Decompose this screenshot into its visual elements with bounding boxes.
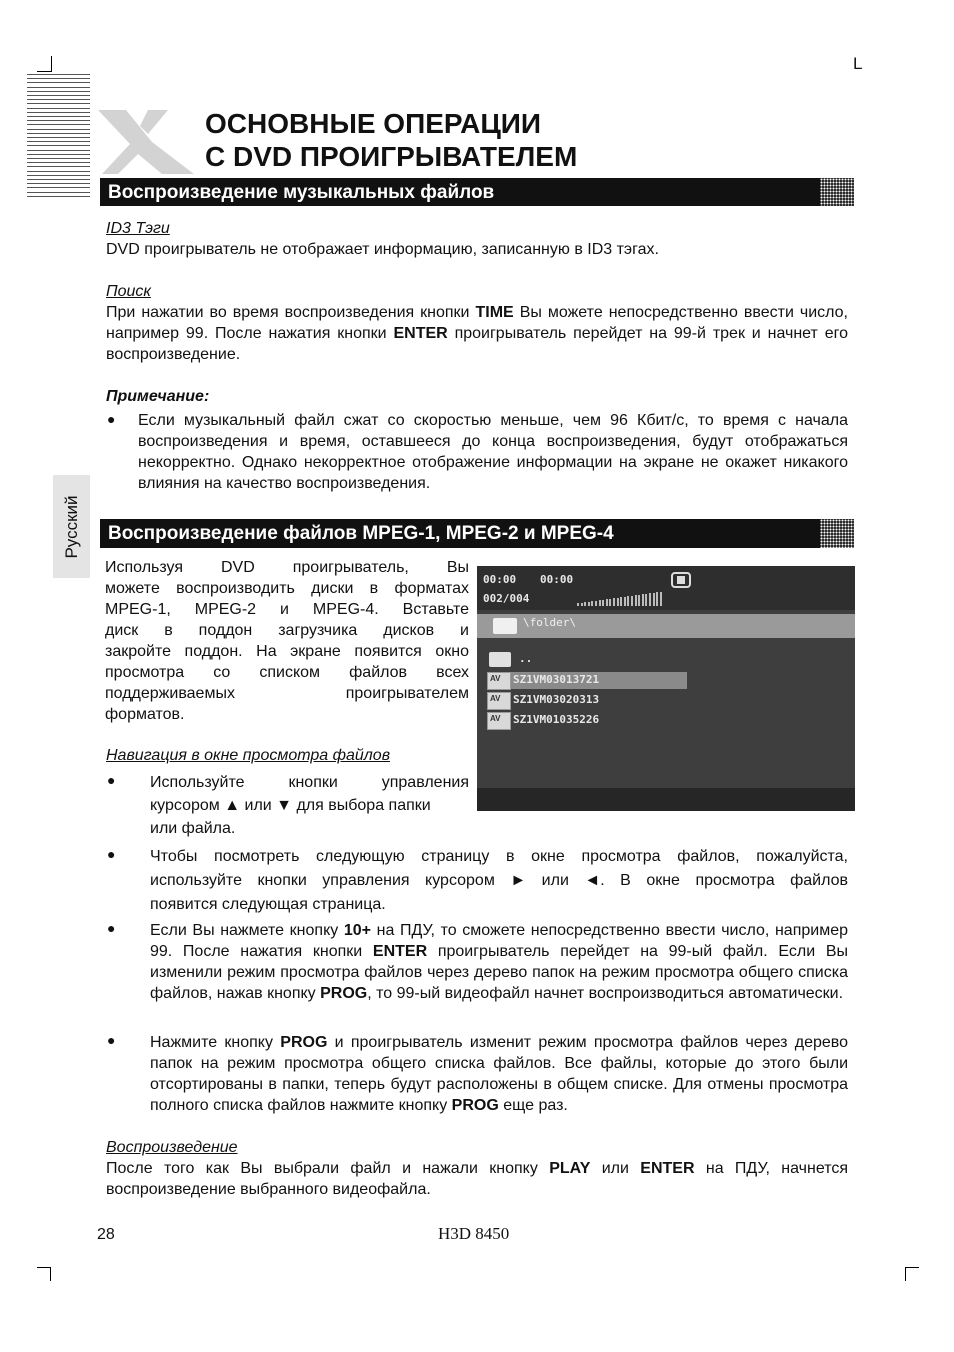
- text-part: Нажмите кнопку: [150, 1034, 281, 1051]
- level-bar: [638, 595, 640, 607]
- stripe-line: [27, 91, 90, 92]
- stripe-line: [27, 116, 90, 117]
- level-meter: [577, 590, 667, 606]
- level-bar: [577, 603, 579, 606]
- video-file-icon: [487, 712, 511, 730]
- stripe-line: [27, 74, 90, 75]
- nav-bullet-2-line-3: появится следующая страница.: [150, 896, 386, 913]
- stripe-line: [27, 145, 90, 146]
- level-bar: [660, 592, 662, 607]
- stripe-line: [27, 175, 90, 176]
- level-bar: [649, 593, 651, 606]
- arrow-right-icon: ►: [510, 872, 527, 889]
- search-heading: Поиск: [106, 283, 151, 300]
- stripe-line: [27, 158, 90, 159]
- stripe-line: [27, 124, 90, 125]
- intro-line: можете воспроизводить диски в форматах: [105, 580, 469, 597]
- level-bar: [581, 603, 583, 607]
- language-tab-label: Русский: [61, 494, 81, 559]
- key-10plus: 10+: [343, 922, 372, 939]
- section-header-mpeg: [100, 519, 854, 548]
- text-part: или: [526, 872, 585, 889]
- file-name[interactable]: SZ1VM03013721: [513, 673, 600, 686]
- screen-bottom-bar: [477, 788, 855, 811]
- text-part: или: [590, 1160, 641, 1177]
- intro-line: закройте поддон. На экране появится окно: [105, 643, 469, 660]
- stripe-line: [27, 120, 90, 121]
- crop-mark-bottom-left-v: [50, 1267, 51, 1281]
- intro-last-line: форматов.: [105, 706, 185, 723]
- intro-lines: [105, 557, 469, 704]
- text-part: на ПДУ, то сможете непосредственно ввести число, например 99. После нажатия кнопки: [150, 922, 848, 960]
- stripe-line: [27, 112, 90, 113]
- text-part: После того как Вы выбрали файл и нажали кнопку: [106, 1160, 550, 1177]
- section-header-music: [100, 178, 854, 206]
- stripe-line: [27, 133, 90, 134]
- arrow-up-icon: ▲: [224, 797, 241, 814]
- crop-mark-bottom-left: [37, 1267, 51, 1268]
- bullet-dot: ●: [107, 772, 116, 788]
- stop-icon: [671, 572, 691, 588]
- stripe-line: [27, 95, 90, 96]
- level-bar: [584, 602, 586, 606]
- nav-bullet-1: [150, 771, 469, 840]
- id3-text: DVD проигрыватель не отображает информацию, записанную в ID3 тэгах.: [106, 241, 659, 258]
- time-key: TIME: [475, 304, 514, 321]
- level-bar: [588, 602, 590, 607]
- nav-bullet-4: [150, 1032, 848, 1116]
- stripe-line: [27, 166, 90, 167]
- text-part: , то 99-ый видеофайл начнет воспроизводиться автоматически.: [367, 985, 844, 1002]
- level-bar: [617, 598, 619, 607]
- title-line-2: С DVD ПРОИГРЫВАТЕЛЕМ: [205, 141, 578, 172]
- text-part: проигрыватель перейдет на 99-ый файл. Если Вы изменили режим просмотра файлов через дерево папок на режим просмотра общего списка файлов, нажав кнопку: [150, 943, 848, 1002]
- screen-file-counter: 002/004: [483, 592, 530, 605]
- intro-line: просмотра со списком файлов всех: [105, 664, 469, 681]
- mpeg-intro: [105, 557, 469, 725]
- stripe-line: [27, 141, 90, 142]
- corner-mark-top-right: L: [853, 54, 863, 73]
- nav-bullet-2: [150, 845, 848, 917]
- bullet-dot: ●: [107, 920, 116, 936]
- id3-heading: ID3 Тэги: [106, 220, 170, 237]
- crop-mark-bottom-right-v: [905, 1267, 906, 1281]
- text-part: используйте кнопки управления курсором: [150, 872, 511, 889]
- file-name[interactable]: SZ1VM01035226: [513, 713, 600, 726]
- level-bar: [602, 600, 604, 607]
- screen-time-total: 00:00: [540, 573, 574, 586]
- bullet-dot: ●: [107, 411, 116, 427]
- level-bar: [624, 597, 626, 607]
- bullet-dot: ●: [107, 846, 116, 862]
- text-part: и проигрыватель изменит режим просмотра файлов через дерево папок на режим просмотра общего списка файлов. Все файлы, которые до этого были отсортированы в папки, теперь будут расположены в общем списке. Для отмены просмотра полного списка файлов нажмите кнопку: [150, 1034, 849, 1114]
- section-dots-decoration: [820, 519, 854, 548]
- nav-heading: Навигация в окне просмотра файлов: [106, 747, 391, 764]
- level-bar: [656, 592, 658, 606]
- stripe-line: [27, 171, 90, 172]
- nav-bullet-2-line-1: Чтобы посмотреть следующую страницу в окне просмотра файлов, пожалуйста,: [150, 848, 848, 865]
- folder-label: \folder\: [523, 616, 576, 629]
- stripe-line: [27, 82, 90, 83]
- crop-mark-top-left: [51, 56, 52, 72]
- stripe-line: [27, 137, 90, 138]
- level-bar: [635, 595, 637, 606]
- search-text-part: При нажатии во время воспроизведения кнопки: [106, 304, 476, 321]
- bullet-dot: ●: [107, 1032, 116, 1048]
- file-name[interactable]: SZ1VM03020313: [513, 693, 600, 706]
- model-name: H3D 8450: [438, 1224, 510, 1243]
- video-file-icon-label: AV: [490, 694, 501, 703]
- play-key: PLAY: [549, 1160, 591, 1177]
- x-logo-icon: [96, 108, 196, 176]
- prog-key: PROG: [320, 985, 368, 1002]
- nav-bullet-3: [150, 920, 848, 1004]
- folder-icon: [493, 618, 517, 634]
- level-bar: [631, 596, 633, 607]
- crop-mark-top-left-h: [37, 71, 52, 72]
- stripe-line: [27, 154, 90, 155]
- level-bar: [595, 601, 597, 607]
- video-file-icon-label: AV: [490, 714, 501, 723]
- section-dots-decoration: [820, 178, 854, 206]
- stripe-line: [27, 187, 90, 188]
- file-browser-screen: [477, 566, 855, 811]
- level-bar: [591, 601, 593, 606]
- stripe-line: [27, 78, 90, 79]
- title-line-1: ОСНОВНЫЕ ОПЕРАЦИИ: [205, 108, 542, 139]
- stripe-line: [27, 162, 90, 163]
- intro-line: поддерживаемых проигрывателем: [105, 685, 469, 702]
- stripe-line: [27, 196, 90, 197]
- section-title-mpeg: Воспроизведение файлов MPEG-1, MPEG-2 и MPEG-4: [108, 523, 614, 544]
- prog-key: PROG: [451, 1097, 499, 1114]
- up-folder-label: ..: [519, 652, 533, 665]
- enter-key: ENTER: [640, 1160, 695, 1177]
- level-bar: [627, 596, 629, 606]
- intro-line: MPEG-1, MPEG-2 и MPEG-4. Вставьте: [105, 601, 469, 618]
- level-bar: [599, 600, 601, 606]
- level-bar: [609, 599, 611, 607]
- text-part: Если Вы нажмете кнопку: [150, 922, 344, 939]
- video-file-icon-label: AV: [490, 674, 501, 683]
- stripe-line: [27, 150, 90, 151]
- note-bullet-text: Если музыкальный файл сжат со скоростью меньше, чем 96 Кбит/с, то время с начала воспроизведения и время, оставшееся до конца воспроизведения, будут отображаться некорректно. Однако некорректное отображение информации на экране не окажет никакого влияния на качество воспроизведения.: [138, 412, 848, 492]
- stripe-line: [27, 103, 90, 104]
- stripe-line: [27, 192, 90, 193]
- stripe-line: [27, 183, 90, 184]
- stripe-line: [27, 99, 90, 100]
- stripe-line: [27, 179, 90, 180]
- search-text-part: Вы можете непосредственно ввести число, например 99. После нажатия кнопки: [106, 304, 849, 342]
- stripe-line: [27, 87, 90, 88]
- stripe-line: [27, 108, 90, 109]
- folder-icon: [489, 652, 511, 667]
- level-bar: [645, 594, 647, 607]
- text-part: курсором: [150, 797, 225, 814]
- nav-bullet-2-line-2: [150, 869, 848, 893]
- level-bar: [613, 598, 615, 606]
- text-part: . В окне просмотра файлов: [600, 872, 848, 889]
- note-heading: Примечание:: [106, 388, 210, 405]
- playback-line-2: воспроизведение выбранного видеофайла.: [106, 1181, 431, 1198]
- language-tab: [53, 475, 90, 578]
- playback-text: [106, 1158, 848, 1200]
- arrow-left-icon: ◄: [584, 872, 601, 889]
- enter-key: ENTER: [393, 325, 448, 342]
- prog-key: PROG: [280, 1034, 328, 1051]
- text-part: для выбора папки: [292, 797, 431, 814]
- stripe-line: [27, 129, 90, 130]
- text-part: или: [240, 797, 277, 814]
- enter-key: ENTER: [372, 943, 428, 960]
- text-part: на ПДУ, начнется: [694, 1160, 849, 1177]
- nav-bullet-1-line-3: или файла.: [150, 820, 236, 837]
- arrow-down-icon: ▼: [276, 797, 293, 814]
- level-bar: [653, 593, 655, 607]
- level-bar: [606, 599, 608, 606]
- intro-line: Используя DVD проигрыватель, Вы: [105, 559, 469, 576]
- nav-bullet-1-line-1: Используйте кнопки управления: [150, 774, 469, 791]
- nav-bullet-1-line-2: [150, 794, 469, 817]
- page-title: [205, 107, 577, 173]
- playback-line-1: [106, 1158, 848, 1179]
- level-bar: [642, 594, 644, 606]
- page-number: 28: [97, 1226, 115, 1243]
- intro-line: диск в поддон загрузчика дисков и: [105, 622, 469, 639]
- search-text-part: проигрыватель перейдет на 99-й трек и начнет его воспроизведение.: [106, 325, 848, 363]
- playback-heading: Воспроизведение: [106, 1139, 238, 1156]
- level-bar: [620, 597, 622, 606]
- search-text: [106, 302, 848, 365]
- video-file-icon: [487, 672, 511, 690]
- text-part: еще раз.: [498, 1097, 568, 1114]
- section-title-music: Воспроизведение музыкальных файлов: [108, 182, 495, 203]
- screen-time-elapsed: 00:00: [483, 573, 517, 586]
- video-file-icon: [487, 692, 511, 710]
- crop-mark-bottom-right: [905, 1267, 919, 1268]
